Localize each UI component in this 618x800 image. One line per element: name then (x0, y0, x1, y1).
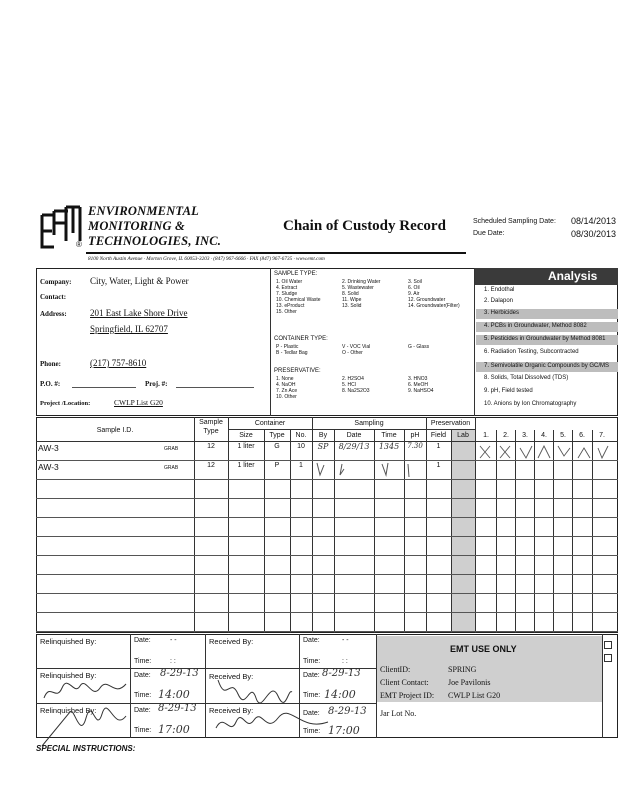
recv-time-label-3: Time: (303, 728, 321, 735)
container-count: 1 (299, 462, 303, 469)
col-by: By (318, 432, 328, 439)
relinquished-label-3: Relinquished By: (40, 706, 97, 715)
recv-time-value-3[interactable]: 17:00 (328, 724, 360, 737)
proj-label: Proj. #: (145, 380, 168, 388)
analysis-item-5: 5. Pesticides in Groundwater by Method 8081 (484, 336, 606, 342)
emt-project-id-value: CWLP List G20 (448, 691, 501, 700)
recv-date-label-2: Date: (303, 672, 320, 679)
time-value-2[interactable]: 14:00 (158, 688, 190, 701)
sample-type-value: 12 (207, 462, 215, 469)
due-date-value: 08/30/2013 (571, 229, 617, 239)
analysis-item-7: 7. Semivolatile Organic Compounds by GC/MS (484, 363, 610, 369)
analysis-col-6: 6. (579, 432, 585, 439)
preservative-code-4: 5. HCl (342, 382, 356, 388)
analysis-col-2: 2. (503, 432, 509, 439)
registered-mark: ® (76, 240, 82, 249)
analysis-col-1: 1. (483, 432, 489, 439)
emt-checkbox-1[interactable] (604, 641, 612, 649)
client-contact-label: Client Contact: (380, 678, 429, 687)
phone-label: Phone: (40, 360, 61, 368)
sample-type-code-0: 1. Oil Water (276, 279, 303, 285)
container-code-3: B - Tedlar Bag (276, 350, 308, 356)
po-label: P.O. #: (40, 380, 61, 388)
recv-date-label-1: Date: (303, 637, 320, 644)
sample-types-list (276, 279, 472, 315)
received-label-2: Received By: (209, 672, 254, 681)
recv-date-value-1[interactable]: - - (342, 637, 349, 644)
signature-relinquished-2 (40, 676, 130, 704)
date-label-3: Date: (134, 707, 151, 714)
emt-use-title: EMT USE ONLY (450, 644, 517, 654)
signature-received-3 (212, 708, 332, 738)
col-size: Size (239, 432, 253, 439)
sample-grab: GRAB (164, 465, 179, 471)
col-no: No. (295, 432, 307, 439)
jar-lot-label: Jar Lot No. (380, 709, 417, 718)
recv-time-value-1[interactable]: : : (342, 658, 348, 665)
received-label-3: Received By: (209, 706, 254, 715)
sample-type-value: 12 (207, 443, 215, 450)
emt-checkbox-2[interactable] (604, 654, 612, 662)
analysis-item-1: 1. Endothal (484, 287, 515, 293)
project-location-label: Project /Location: (40, 400, 91, 407)
analysis-col-4: 4. (541, 432, 547, 439)
sample-type-code-10: 11. Wipe (342, 297, 362, 303)
preservative-code-3: 4. NaOH (276, 382, 296, 388)
address-line2: Springfield, IL 62707 (90, 324, 168, 334)
preservative-code-5: 6. MeOH (408, 382, 429, 388)
analysis-item-9: 9. pH, Field tested (484, 388, 533, 394)
sample-type-code-7: 8. Solid (342, 291, 359, 297)
time-label-3: Time: (134, 727, 152, 734)
relinquished-label-1: Relinquished By: (40, 637, 97, 646)
col-ph: pH (410, 432, 420, 439)
container-size: 1 liter (237, 462, 255, 469)
page-title: Chain of Custody Record (283, 218, 446, 234)
col-date: Date (346, 432, 362, 439)
time-label-1: Time: (134, 658, 152, 665)
sched-date-label: Scheduled Sampling Date: (473, 218, 556, 225)
col-lab: Lab (457, 432, 469, 439)
sample-type-code-5: 6. Oil (408, 285, 420, 291)
preservative-code-8: 9. NaHSO4 (408, 388, 434, 394)
sample-type-title: SAMPLE TYPE: (274, 271, 318, 277)
sampled-by: SP (317, 442, 329, 451)
recv-date-value-3[interactable]: 8-29-13 (328, 706, 367, 717)
sample-type-code-17 (408, 309, 472, 315)
preservative-code-1: 2. H2SO4 (342, 376, 364, 382)
preservative-code-6: 7. Zn Ace (276, 388, 298, 394)
address-label: Address: (40, 310, 67, 318)
container-code-5 (408, 350, 472, 356)
container-code-4: O - Other (342, 350, 363, 356)
time-value-1[interactable]: : : (170, 658, 176, 665)
col-time: Time (381, 432, 397, 439)
col-sample-id: Sample I.D. (96, 427, 134, 434)
analysis-col-3: 3. (522, 432, 528, 439)
sample-time: 1345 (378, 442, 400, 451)
container-type-title: CONTAINER TYPE: (274, 336, 328, 342)
analysis-item-8: 8. Solids, Total Dissolved (TDS) (484, 375, 569, 381)
preservative-code-2: 3. HNO3 (408, 376, 428, 382)
sample-type-code-15: 15. Other (276, 309, 297, 315)
col-type: Type (269, 432, 285, 439)
project-location-value: CWLP List G20 (114, 398, 163, 407)
sample-type-code-1: 2. Drinking Water (342, 279, 381, 285)
signature-relinquished-3 (40, 704, 130, 748)
company-label: Company: (40, 278, 72, 286)
sample-type-code-9: 10. Chemical Waste (276, 297, 321, 303)
container-code-1: V - VOC Vial (342, 344, 371, 350)
address-line1: 201 East Lake Shore Drive (90, 308, 188, 318)
preservative-code-7: 8. Na2S2O3 (342, 388, 370, 394)
sample-grab: GRAB (164, 446, 179, 452)
preservative-code-0: 1. None (276, 376, 294, 382)
sample-type-code-6: 7. Sludge (276, 291, 298, 297)
sched-date-value: 08/14/2013 (571, 216, 617, 226)
signature-received-2 (212, 674, 296, 704)
client-contact-value: Joe Pavilonis (448, 678, 491, 687)
received-label-1: Received By: (209, 637, 254, 646)
container-type-list (276, 344, 472, 356)
preservative-title: PRESERVATIVE: (274, 368, 321, 374)
sample-id: AW-3 (38, 443, 59, 453)
container-code-0: P - Plastic (276, 344, 299, 350)
container-type: G (274, 443, 280, 450)
sample-type-code-13: 13. Solid (342, 303, 362, 309)
time-label-2: Time: (134, 692, 152, 699)
recv-date-label-3: Date: (303, 710, 320, 717)
analysis-col-7: 7. (599, 432, 605, 439)
header-rule (86, 252, 466, 254)
recv-time-label-2: Time: (303, 692, 321, 699)
date-value-2[interactable]: 8-29-13 (160, 668, 199, 679)
sample-type-code-11: 12. Groundwater (408, 297, 446, 303)
preservative-code-10 (342, 394, 408, 400)
sample-id: AW-3 (38, 462, 59, 472)
ditto-marks (312, 461, 426, 479)
company-name-line2: MONITORING & (88, 219, 185, 233)
analysis-item-6: 6. Radiation Testing, Subcontracted (484, 349, 579, 355)
preservative-code-11 (408, 394, 472, 400)
recv-date-value-2[interactable]: 8-29-13 (322, 668, 361, 679)
col-field: Field (430, 432, 447, 439)
analysis-col-5: 5. (560, 432, 566, 439)
container-type: P (274, 462, 280, 469)
sample-type-code-8: 9. Air (408, 291, 420, 297)
preservation-field: 1 (436, 443, 441, 450)
client-id-label: ClientID: (380, 665, 411, 674)
company-value: City, Water, Light & Power (90, 276, 189, 286)
sample-type-code-14: 14. Groundwater(Filter) (408, 303, 460, 309)
col-sample-type: Sample Type (199, 419, 223, 435)
company-name-line1: ENVIRONMENTAL (88, 204, 199, 218)
client-id-value: SPRING (448, 665, 477, 674)
sample-date: 8/29/13 (338, 442, 370, 451)
container-size: 1 liter (237, 443, 255, 450)
contact-label: Contact: (40, 293, 67, 301)
analysis-item-3: 3. Herbicides (484, 310, 520, 316)
sample-type-code-4: 5. Wastewater (342, 285, 374, 291)
special-instructions-label: SPECIAL INSTRUCTIONS: (36, 744, 136, 753)
col-container: Container (254, 420, 286, 427)
sample-type-code-3: 4. Extract (276, 285, 298, 291)
analysis-check-marks (476, 442, 618, 461)
phone-value: (217) 757-8610 (90, 358, 147, 368)
due-date-label: Due Date: (473, 230, 505, 237)
recv-time-label-1: Time: (303, 658, 321, 665)
container-code-2: G - Glass (408, 344, 430, 350)
col-sampling: Sampling (354, 420, 384, 427)
company-address: 8100 North Austin Avenue · Morton Grove, IL 60053-3203 · (847) 967-6666 · FAX (847) 967-6735 · www.emt.com (88, 256, 325, 262)
analysis-item-10: 10. Anions by Ion Chromatography (484, 401, 577, 407)
emt-project-id-label: EMT Project ID: (380, 691, 435, 700)
preservative-code-9: 10. Other (276, 394, 297, 400)
company-name-line3: TECHNOLOGIES, INC. (88, 234, 222, 248)
container-count: 10 (297, 443, 305, 450)
sample-type-code-16 (342, 309, 408, 315)
relinquished-label-2: Relinquished By: (40, 671, 97, 680)
col-preservation: Preservation (430, 420, 471, 427)
date-label-2: Date: (134, 672, 151, 679)
date-label-1: Date: (134, 637, 151, 644)
preservative-list (276, 376, 472, 400)
sample-type-code-12: 13. eProduct (276, 303, 305, 309)
recv-time-value-2[interactable]: 14:00 (324, 688, 356, 701)
preservation-field: 1 (436, 462, 441, 469)
sample-type-code-2: 3. Soil (408, 279, 422, 285)
date-value-1[interactable]: - - (170, 637, 177, 644)
time-value-3[interactable]: 17:00 (158, 723, 190, 736)
sample-ph: 7.30 (407, 442, 423, 450)
analysis-title: Analysis (548, 269, 598, 283)
analysis-item-4: 4. PCBs in Groundwater, Method 8082 (484, 323, 587, 329)
date-value-3[interactable]: 8-29-13 (158, 703, 197, 714)
analysis-item-2: 2. Dalapon (484, 298, 514, 304)
